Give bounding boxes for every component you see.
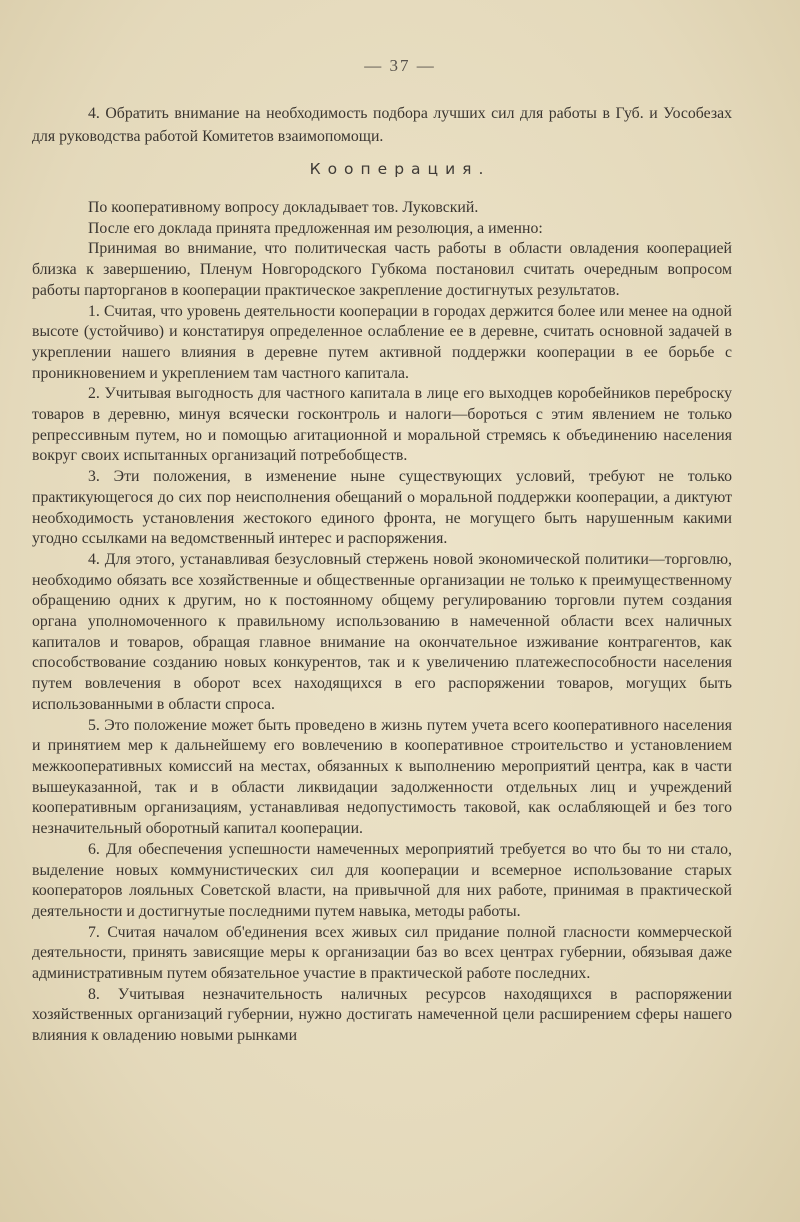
paragraph: 4. Для этого, устанавливая безусловный стержень новой экономической политики—торговлю, необходимо обязать все хозяйственные и общественные организации не только к преимущественному обращению одних к другим, но к постоянному общему регулированию торговли путем создания органа уполномоченного к правильному использованию в намеченной области всех наличных капиталов и товаров, обращая главное внимание на окончательное изживание контрагентов, как способствование созданию новых конкурентов, так и к увеличению платежеспособности населения путем вовлечения в оборот всех находящихся в его распоряжении товаров, могущих быть использованными в области спроса.	[32, 550, 732, 713]
section-title: Кооперация.	[309, 160, 491, 178]
paragraph: 1. Считая, что уровень деятельности кооперации в городах держится более или менее на одной высоте (устойчиво) и констатируя определенное ослабление ее в деревне, считать основной задачей в укреплении нашего влияния в деревне путем активной поддержки кооперации в ее борьбе с проникновением и укреплением там частного капитала.	[32, 302, 732, 382]
intro-paragraph: 4. Обратить внимание на необходимость подбора лучших сил для работы в Губ. и Уособезах для руководства работой Комитетов взаимопомощи.	[32, 105, 732, 145]
paragraph: 5. Это положение может быть проведено в жизнь путем учета всего кооперативного населения и принятием мер к дальнейшему его вовлечению в кооперативное строительство и установлением межкооперативных комиссий на местах, обязанных к выполнению мероприятий центра, как в части вышеуказанной, так и в области ликвидации задолженности отдельных лиц и учреждений кооперативным организациям, устанавливая недопустимость таковой, как ослабляющей и без того незначительный оборотный капитал кооперации.	[32, 716, 732, 838]
intro-block	[32, 102, 732, 148]
resolution-body	[32, 198, 732, 1047]
paragraph: 3. Эти положения, в изменение ныне существующих условий, требуют не только практикующегося до сих пор неисполнения обещаний о моральной поддержки кооперации, а диктуют необходимость установления жестокого единого фронта, не могущего быть нарушенным какими угодно ссылками на ведомственный интерес и распоряжения.	[32, 468, 732, 548]
paragraph: По кооперативному вопросу докладывает тов. Луковский.	[88, 199, 479, 216]
paragraph: 6. Для обеспечения успешности намеченных мероприятий требуется во что бы то ни стало, выделение новых коммунистических сил для кооперации и всемерное использование старых кооператоров лояльных Советской власти, на привычной для них работе, принимая в практической деятельности и достигнутые последними путем навыка, методы работы.	[32, 840, 732, 920]
paragraph: Принимая во внимание, что политическая часть работы в области овладения кооперацией близка к завершению, Пленум Новгородского Губкома постановил считать очередным вопросом работы парторганов в кооперации практическое закрепление достигнутых результатов.	[32, 240, 732, 299]
paragraph: 7. Считая началом об'единения всех живых сил придание полной гласности коммерческой деятельности, принять зависящие меры к организации баз во всех центрах губернии, обязывая даже административным путем обязательное участие в практической работе последних.	[32, 923, 732, 983]
page-number: — 37 —	[364, 56, 436, 75]
paragraph: 8. Учитывая незначительность наличных ресурсов находящихся в распоряжении хозяйственных организаций губернии, нужно достигать намеченной цели расширением сферы нашего влияния к овладению новыми рынками	[32, 985, 732, 1045]
paragraph: 2. Учитывая выгодность для частного капитала в лице его выходцев коробейников переброску товаров в деревню, минуя всячески госконтроль и налоги—бороться с этим явлением не только репрессивным путем, но и помощью агитационной и моральной стремясь к объединению населения вокруг своих испытанных организаций потребобществ.	[32, 385, 732, 465]
paragraph: После его доклада принята предложенная им резолюция, а именно:	[88, 219, 543, 237]
